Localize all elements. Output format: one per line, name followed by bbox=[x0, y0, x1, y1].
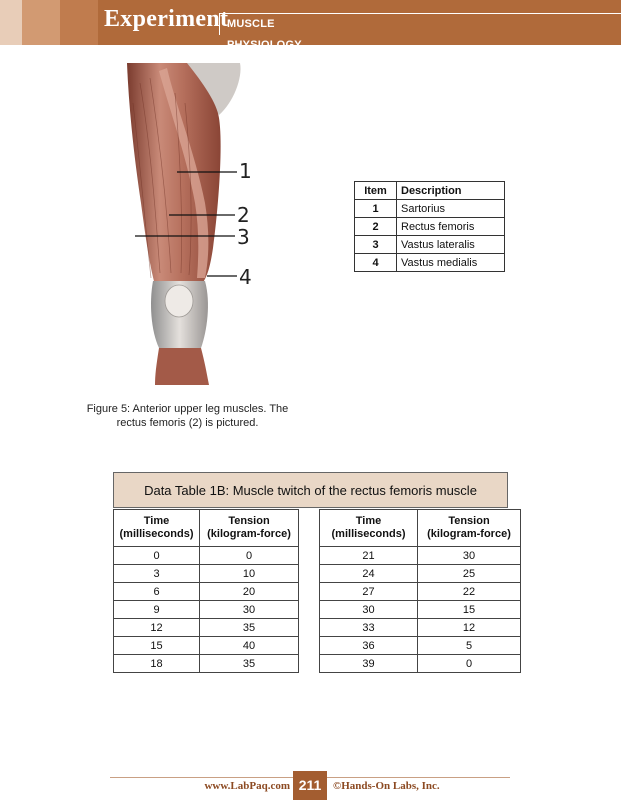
tension-cell: 12 bbox=[418, 619, 521, 637]
item-table bbox=[354, 181, 505, 272]
time-cell: 30 bbox=[320, 601, 418, 619]
item-table-header bbox=[355, 182, 505, 200]
header-accent-mid bbox=[22, 0, 60, 45]
description-header: Description bbox=[397, 182, 505, 200]
time-cell: 36 bbox=[320, 637, 418, 655]
time-cell: 18 bbox=[114, 655, 200, 673]
tension-cell: 0 bbox=[418, 655, 521, 673]
item-number: 1 bbox=[355, 200, 397, 218]
table-row bbox=[355, 200, 505, 218]
time-cell: 24 bbox=[320, 565, 418, 583]
item-description: Vastus medialis bbox=[397, 254, 505, 272]
table-row bbox=[114, 619, 299, 637]
tension-cell: 0 bbox=[200, 547, 299, 565]
tension-cell: 30 bbox=[418, 547, 521, 565]
table-row bbox=[355, 236, 505, 254]
data-table-header bbox=[114, 510, 299, 547]
tension-header: Tension (kilogram-force) bbox=[418, 510, 521, 547]
leg-muscles-figure bbox=[115, 63, 275, 385]
figure-caption: Figure 5: Anterior upper leg muscles. The rectus femoris (2) is pictured. bbox=[86, 403, 289, 429]
table-row bbox=[320, 583, 521, 601]
table-row bbox=[320, 547, 521, 565]
time-header: Time (milliseconds) bbox=[320, 510, 418, 547]
data-table-left bbox=[113, 509, 299, 673]
data-table-title: Data Table 1B: Muscle twitch of the rectus femoris muscle bbox=[113, 472, 508, 508]
item-number: 3 bbox=[355, 236, 397, 254]
item-number: 2 bbox=[355, 218, 397, 236]
time-cell: 12 bbox=[114, 619, 200, 637]
header-subtitle: MUSCLE PHYSIOLOGY bbox=[219, 13, 621, 35]
table-row bbox=[320, 655, 521, 673]
table-row bbox=[320, 637, 521, 655]
tension-cell: 30 bbox=[200, 601, 299, 619]
time-cell: 3 bbox=[114, 565, 200, 583]
tension-cell: 5 bbox=[418, 637, 521, 655]
lower-leg bbox=[155, 348, 209, 385]
page-number: 211 bbox=[293, 771, 327, 800]
time-cell: 33 bbox=[320, 619, 418, 637]
time-header: Time (milliseconds) bbox=[114, 510, 200, 547]
footer-copyright: ©Hands-On Labs, Inc. bbox=[333, 780, 440, 792]
table-row bbox=[320, 619, 521, 637]
time-cell: 0 bbox=[114, 547, 200, 565]
tension-header: Tension (kilogram-force) bbox=[200, 510, 299, 547]
figure-label-3: 3 bbox=[237, 225, 250, 249]
table-row bbox=[114, 601, 299, 619]
tension-cell: 20 bbox=[200, 583, 299, 601]
time-cell: 6 bbox=[114, 583, 200, 601]
time-cell: 21 bbox=[320, 547, 418, 565]
footer-website[interactable]: www.LabPaq.com bbox=[204, 780, 290, 792]
tension-cell: 35 bbox=[200, 655, 299, 673]
item-number: 4 bbox=[355, 254, 397, 272]
header-title: Experiment bbox=[104, 6, 229, 32]
table-row bbox=[355, 218, 505, 236]
figure-label-4: 4 bbox=[239, 265, 252, 289]
table-row bbox=[320, 601, 521, 619]
tension-cell: 22 bbox=[418, 583, 521, 601]
table-row bbox=[355, 254, 505, 272]
time-cell: 15 bbox=[114, 637, 200, 655]
tension-cell: 35 bbox=[200, 619, 299, 637]
tension-cell: 10 bbox=[200, 565, 299, 583]
time-cell: 9 bbox=[114, 601, 200, 619]
table-row bbox=[114, 637, 299, 655]
tension-cell: 15 bbox=[418, 601, 521, 619]
data-table-header bbox=[320, 510, 521, 547]
item-description: Rectus femoris bbox=[397, 218, 505, 236]
header-accent-dark bbox=[60, 0, 98, 45]
time-cell: 27 bbox=[320, 583, 418, 601]
table-row bbox=[320, 565, 521, 583]
figure-label-1: 1 bbox=[239, 159, 252, 183]
item-header: Item bbox=[355, 182, 397, 200]
table-row bbox=[114, 565, 299, 583]
table-row bbox=[114, 583, 299, 601]
table-row bbox=[114, 547, 299, 565]
item-description: Sartorius bbox=[397, 200, 505, 218]
patella bbox=[165, 285, 193, 317]
header-accent-light bbox=[0, 0, 22, 45]
tension-cell: 40 bbox=[200, 637, 299, 655]
table-row bbox=[114, 655, 299, 673]
time-cell: 39 bbox=[320, 655, 418, 673]
tension-cell: 25 bbox=[418, 565, 521, 583]
figure-label-2: 2 bbox=[237, 203, 250, 227]
item-description: Vastus lateralis bbox=[397, 236, 505, 254]
data-table-right bbox=[319, 509, 521, 673]
